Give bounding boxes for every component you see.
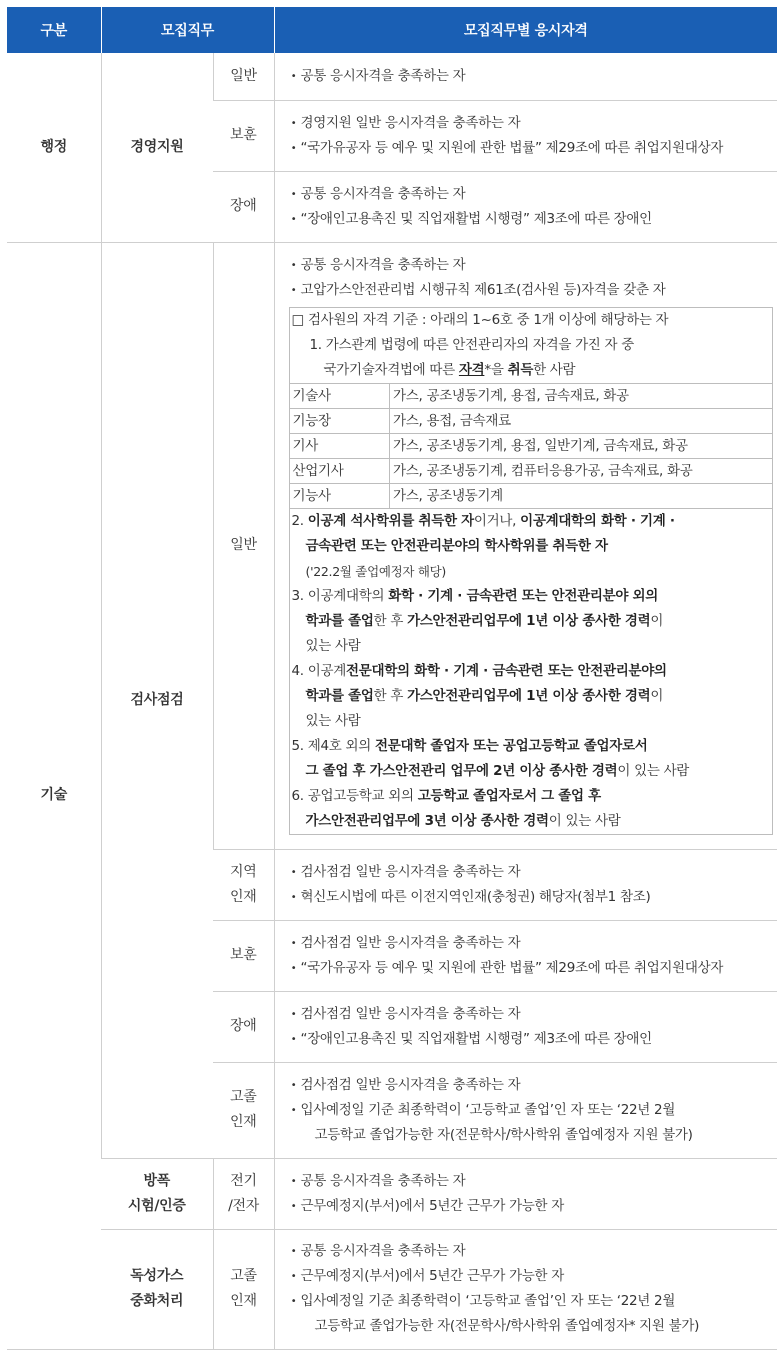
sub-general: 일반 [213, 242, 274, 849]
list-item: • 공통 응시자격을 충족하는 자 [287, 1239, 768, 1264]
list-item: • 입사예정일 기준 최종학력이 ‘고등학교 졸업’인 자 또는 ‘22년 2월 [287, 1098, 768, 1123]
sub-local-talent: 지역 인재 [213, 849, 274, 920]
sub-disability: 장애 [213, 171, 274, 242]
qualification-cell [274, 920, 777, 991]
qualification-cell [274, 171, 777, 242]
qualification-cell [274, 53, 777, 100]
qualification-cell [274, 100, 777, 171]
header-job: 모집직무 [101, 7, 274, 53]
qualification-table-container [7, 7, 777, 1350]
list-item: • “장애인고용촉진 및 직업재활법 시행령” 제3조에 따른 장애인 [287, 1027, 768, 1052]
qualification-cell [274, 849, 777, 920]
inspector-criteria-box [289, 307, 773, 835]
sub-general: 일반 [213, 53, 274, 100]
sub-highschool-talent: 고졸 인재 [213, 1229, 274, 1349]
list-item: • 검사점검 일반 응시자격을 충족하는 자 [287, 931, 768, 956]
list-item: • “장애인고용촉진 및 직업재활법 시행령” 제3조에 따른 장애인 [287, 207, 768, 232]
list-item: • “국가유공자 등 예우 및 지원에 관한 법률” 제29조에 따른 취업지원대상자 [287, 136, 768, 161]
sub-veteran: 보훈 [213, 920, 274, 991]
header-category: 구분 [7, 7, 101, 53]
sub-electric: 전기 /전자 [213, 1158, 274, 1229]
condition-2: 2. 이공계 석사학위를 취득한 자이거나, 이공계대학의 화학 · 기계 · 금속관련 또는 안전관리분야의 학사학위를 취득한 자 ('22.2월 졸업예정자 해당) [291, 512, 675, 579]
qualification-cell [274, 1229, 777, 1349]
cert-grade: 기술사 [290, 383, 390, 408]
list-item: • 공통 응시자격을 충족하는 자 [287, 64, 768, 89]
qualification-cell [274, 991, 777, 1062]
certificate-table [290, 383, 772, 509]
cert-fields: 가스, 공조냉동기계 [390, 483, 772, 508]
list-item: • 혁신도시법에 따른 이전지역인재(충청권) 해당자(첨부1 참조) [287, 885, 768, 910]
condition-1-line2: 국가기술자격법에 따른 자격*을 취득한 사람 [323, 361, 576, 378]
box-title: □ 검사원의 자격 기준 : 아래의 1~6호 중 1개 이상에 해당하는 자 [291, 311, 669, 328]
category-tech: 기술 [7, 242, 101, 1349]
table-row [290, 408, 772, 433]
table-row [290, 433, 772, 458]
condition-1-line1: 1. 가스관계 법령에 따른 안전관리자의 자격을 가진 자 중 [309, 336, 635, 353]
qualification-cell [274, 1062, 777, 1158]
condition-6: 6. 공업고등학교 외의 고등학교 졸업자로서 그 졸업 후 가스안전관리업무에 3년 이상 종사한 경력이 있는 사람 [291, 787, 621, 829]
list-item: • 고압가스안전관리법 시행규칙 제61조(검사원 등)자격을 갖춘 자 [287, 278, 768, 303]
cert-grade: 산업기사 [290, 458, 390, 483]
condition-5: 5. 제4호 외의 전문대학 졸업자 또는 공업고등학교 졸업자로서 그 졸업 후 가스안전관리 업무에 2년 이상 종사한 경력이 있는 사람 [291, 737, 690, 779]
list-item: • 근무예정지(부서)에서 5년간 근무가 가능한 자 [287, 1194, 768, 1219]
cert-fields: 가스, 용접, 금속재료 [390, 408, 772, 433]
table-row [7, 1229, 777, 1349]
condition-4: 4. 이공계전문대학의 화학 · 기계 · 금속관련 또는 안전관리분야의 학과를 졸업한 후 가스안전관리업무에 1년 이상 종사한 경력이 있는 사람 [291, 662, 667, 729]
list-item: • 검사점검 일반 응시자격을 충족하는 자 [287, 1002, 768, 1027]
list-item: • 공통 응시자격을 충족하는 자 [287, 1169, 768, 1194]
cert-fields: 가스, 공조냉동기계, 용접, 일반기계, 금속재료, 화공 [390, 433, 772, 458]
role-management-support: 경영지원 [101, 53, 213, 242]
header-qualification: 모집직무별 응시자격 [274, 7, 777, 53]
list-item: • 공통 응시자격을 충족하는 자 [287, 253, 768, 278]
category-admin: 행정 [7, 53, 101, 242]
list-item-continuation: 고등학교 졸업가능한 자(전문학사/학사학위 졸업예정자* 지원 불가) [314, 1318, 700, 1334]
table-header-row [7, 7, 777, 53]
list-item: • “국가유공자 등 예우 및 지원에 관한 법률” 제29조에 따른 취업지원대상자 [287, 956, 768, 981]
cert-fields: 가스, 공조냉동기계, 용접, 금속재료, 화공 [390, 383, 772, 408]
sub-veteran: 보훈 [213, 100, 274, 171]
table-row [7, 242, 777, 849]
cert-grade: 기사 [290, 433, 390, 458]
list-item: • 입사예정일 기준 최종학력이 ‘고등학교 졸업’인 자 또는 ‘22년 2월 [287, 1289, 768, 1314]
table-row [7, 53, 777, 100]
sub-disability: 장애 [213, 991, 274, 1062]
role-inspection: 검사점검 [101, 242, 213, 1158]
list-item: • 검사점검 일반 응시자격을 충족하는 자 [287, 860, 768, 885]
cert-grade: 기능장 [290, 408, 390, 433]
list-item: • 근무예정지(부서)에서 5년간 근무가 가능한 자 [287, 1264, 768, 1289]
cert-grade: 기능사 [290, 483, 390, 508]
role-toxic-gas: 독성가스 중화처리 [101, 1229, 213, 1349]
qualification-table [7, 7, 777, 1350]
condition-3: 3. 이공계대학의 화학 · 기계 · 금속관련 또는 안전관리분야 외의 학과를 졸업한 후 가스안전관리업무에 1년 이상 종사한 경력이 있는 사람 [291, 587, 664, 654]
role-explosion-proof: 방폭 시험/인증 [101, 1158, 213, 1229]
qualification-cell [274, 242, 777, 849]
qualification-cell [274, 1158, 777, 1229]
list-item-continuation: 고등학교 졸업가능한 자(전문학사/학사학위 졸업예정자 지원 불가) [314, 1126, 693, 1143]
table-row [290, 483, 772, 508]
list-item: • 경영지원 일반 응시자격을 충족하는 자 [287, 111, 768, 136]
list-item: • 공통 응시자격을 충족하는 자 [287, 182, 768, 207]
list-item: • 검사점검 일반 응시자격을 충족하는 자 [287, 1073, 768, 1098]
table-row [7, 1158, 777, 1229]
sub-highschool-talent: 고졸 인재 [213, 1062, 274, 1158]
table-row [290, 383, 772, 408]
cert-fields: 가스, 공조냉동기계, 컴퓨터응용가공, 금속재료, 화공 [390, 458, 772, 483]
table-row [290, 458, 772, 483]
